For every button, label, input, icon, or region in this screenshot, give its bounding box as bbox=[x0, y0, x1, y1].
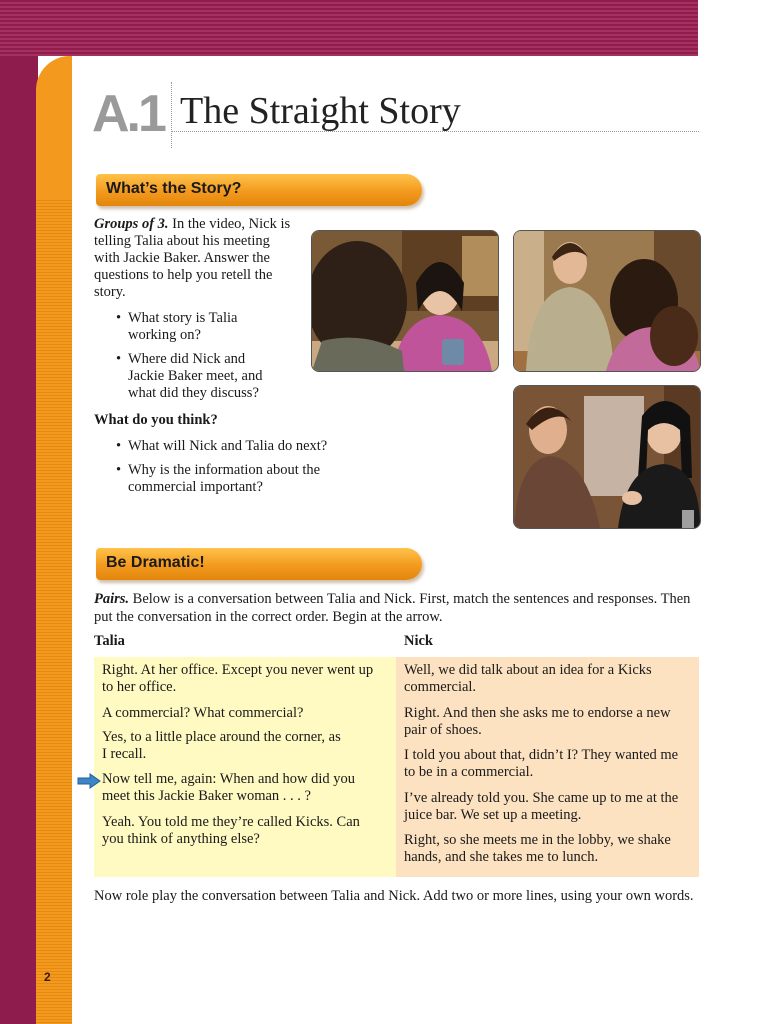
nick-line: I’ve already told you. She came up to me at the juice bar. We set up a meeting. bbox=[404, 790, 679, 823]
think-heading: What do you think? bbox=[94, 412, 218, 428]
nick-line: Right. And then she asks me to endorse a new pair of shoes. bbox=[404, 705, 671, 738]
start-arrow-icon bbox=[77, 773, 101, 789]
talia-line: Now tell me, again: When and how did you meet this Jackie Baker woman . . . ? bbox=[102, 771, 356, 804]
photo-illustration bbox=[514, 386, 700, 528]
talia-line: Yes, to a little place around the corner, as I recall. bbox=[102, 729, 341, 762]
think-questions-list bbox=[112, 438, 362, 503]
top-stripe-band bbox=[0, 0, 698, 56]
left-maroon-band bbox=[0, 56, 38, 1024]
lesson-title: The Straight Story bbox=[180, 90, 461, 132]
list-item: • Why is the information about the commercial important? bbox=[112, 462, 362, 496]
top-right-margin bbox=[698, 0, 768, 56]
video-still-talia-smiling bbox=[311, 230, 499, 372]
nick-line: I told you about that, didn’t I? They wanted me to be in a commercial. bbox=[404, 747, 679, 780]
section-banner-label: Be Dramatic! bbox=[106, 554, 205, 571]
list-item: • What will Nick and Talia do next? bbox=[112, 438, 362, 455]
closing-instructions: Now role play the conversation between Talia and Nick. Add two or more lines, using your own words. bbox=[94, 888, 694, 904]
instructions-rest: Below is a conversation between Talia and Nick. First, match the sentences and responses. Then put the conversation in the correct order. Begin at the arrow. bbox=[94, 591, 691, 625]
nick-column-heading: Nick bbox=[404, 633, 433, 649]
list-item: • What story is Talia working on? bbox=[112, 310, 282, 344]
list-item: • Where did Nick and Jackie Baker meet, and what did they discuss? bbox=[112, 351, 282, 402]
section-banner-label: What’s the Story? bbox=[106, 180, 242, 197]
intro-rest: In the video, Nick is telling Talia about his meeting with Jackie Baker. Answer the questions to help you retell the story. bbox=[94, 216, 291, 300]
section-banner-be-dramatic bbox=[96, 548, 422, 580]
header-rule bbox=[172, 131, 699, 132]
nick-line: Right, so she meets me in the lobby, we shake hands, and she takes me to lunch. bbox=[404, 832, 671, 865]
photo-illustration bbox=[312, 231, 498, 371]
talia-lines-box bbox=[94, 657, 396, 877]
talia-line: Yeah. You told me they’re called Kicks. Can you think of anything else? bbox=[102, 814, 360, 847]
intro-lead: Groups of 3. bbox=[94, 216, 169, 232]
left-orange-band bbox=[36, 56, 72, 1024]
talia-line: Right. At her office. Except you never went up to her office. bbox=[102, 662, 374, 695]
orange-stripes bbox=[36, 198, 72, 1024]
talia-column-heading: Talia bbox=[94, 633, 125, 649]
video-still-nick-and-jackie bbox=[513, 385, 701, 529]
nick-line: Well, we did talk about an idea for a Kicks commercial. bbox=[404, 662, 652, 695]
header-divider bbox=[171, 82, 172, 148]
instructions-lead: Pairs. bbox=[94, 591, 130, 607]
talia-line: A commercial? What commercial? bbox=[102, 705, 304, 721]
questions-list bbox=[112, 310, 282, 409]
video-still-nick-talking bbox=[513, 230, 701, 372]
nick-lines-box bbox=[396, 657, 699, 877]
lesson-code: A.1 bbox=[92, 85, 164, 143]
photo-illustration bbox=[514, 231, 700, 371]
section-banner-whats-the-story bbox=[96, 174, 422, 206]
dialogue-instructions bbox=[94, 590, 694, 626]
page-number: 2 bbox=[44, 970, 51, 984]
intro-text bbox=[94, 216, 294, 301]
